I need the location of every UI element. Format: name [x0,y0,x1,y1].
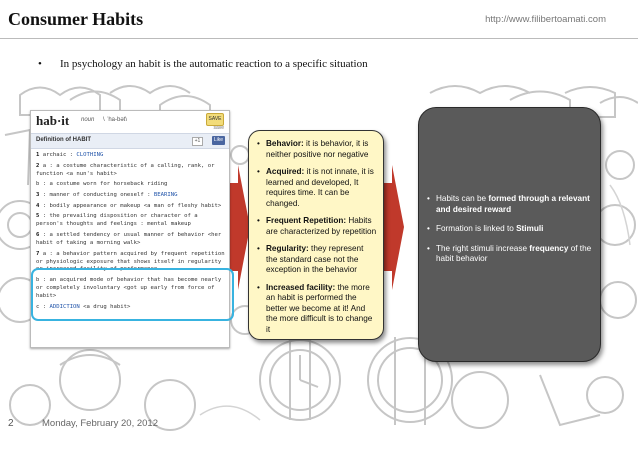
intro-bullet: • In psychology an habit is the automatic reaction to a specific situation [38,58,368,70]
definition-number: 5 [36,213,40,220]
characteristic-text: they represent the standard case not the exception in the behavior [266,244,364,274]
page-number: 2 [8,418,14,429]
title-divider [0,38,638,39]
definition-entry [36,192,225,200]
right-arrow-icon [382,165,404,290]
characteristic-text: it is behavior, it is neither positive nor negative [266,139,369,159]
part-of-speech: noun [81,117,95,123]
characteristic-item [257,244,377,276]
definition-text: a : a behavior pattern acquired by frequent repetition or physiologic exposure that shows itself in regularity or increased facility of performance [36,250,225,273]
pronunciation: \ ˈha-bət\ [103,117,128,123]
definition-number: 4 [36,202,40,209]
definition-entry [36,181,225,189]
synonym-link[interactable]: BEARING [153,192,178,199]
slide-date: Monday, February 20, 2012 [42,418,159,429]
definition-highlight [31,268,234,321]
formation-emphasis: Stimuli [516,224,544,233]
characteristic-text: it is not innate, it is learned and developed, It requires time. It can be changed. [266,167,374,208]
characteristic-label: Frequent Repetition: [266,216,347,225]
save-link: save [213,125,224,131]
definition-bar [31,133,229,149]
definition-number: 1 [36,152,40,158]
definition-text: : a settled tendency or usual manner of behavior <her habit of taking a morning walk> [36,232,222,246]
characteristic-text: the more an habit is performed the better we become at it! And the more difficult is to change it [266,282,373,334]
slide-title: Consumer Habits [8,9,144,29]
habit-characteristics-box [248,130,384,340]
definition-heading: Definition of HABIT [36,137,91,143]
formation-text: Formation is linked to [436,224,517,233]
formation-list [419,108,600,265]
definition-text: b : a costume worn for horseback riding [36,181,168,188]
formation-item [427,224,592,235]
characteristic-label: Regularity: [266,244,309,253]
definition-text: archaic : [39,152,77,158]
definition-entry [36,163,225,179]
save-badge: SAVE [206,113,224,126]
characteristic-item [257,139,377,160]
definition-text: c : [36,303,50,310]
definition-text: : bodily appearance or makeup <a man of fleshy habit> [39,202,222,209]
definition-entry [36,232,225,248]
formation-emphasis: frequency [529,243,569,253]
definition-entry [36,213,225,229]
definition-text: b : an acquired mode of behavior that has become nearly or completely involuntary <got up early from force of habit> [36,277,222,299]
formation-item [427,194,592,215]
characteristic-label: Acquired: [266,167,305,176]
characteristics-list [249,131,383,335]
plus-one-button: +1 [192,137,203,146]
synonym-link[interactable]: CLOTHING [76,152,104,158]
definition-text: a : a costume characteristic of a calling, rank, or function <a nun's habit> [36,162,215,177]
habit-formation-box [418,107,601,362]
characteristic-label: Behavior: [266,139,304,148]
definition-number: 3 [36,192,40,199]
formation-text: The right stimuli increase [436,243,530,253]
definition-number: 7 [36,250,40,257]
characteristic-item [257,216,377,237]
website-url: http://www.filibertoamati.com [485,14,606,25]
definition-text: : manner of conducting oneself : [39,192,154,199]
intro-bullet-text: In psychology an habit is the automatic reaction to a specific situation [60,58,368,70]
definition-number: 6 [36,232,40,239]
characteristic-label: Increased facility: [266,282,336,292]
definition-entry [36,152,225,160]
formation-text: Habits can be [436,194,489,203]
definition-number: 2 [36,162,40,169]
definition-entry [36,203,225,211]
characteristic-text: Habits are characterized by repetition [266,216,377,236]
formation-item [427,244,592,265]
like-button: Like [213,137,223,143]
formation-emphasis: formed through a relevant and desired reward [436,194,590,214]
dictionary-headword: hab·it [36,113,70,128]
dictionary-header [31,111,229,133]
definition-example: <a drug habit> [79,303,131,310]
definition-text: : the prevailing disposition or character of a person's thoughts and feelings : mental makeup [36,213,198,228]
characteristic-item [257,167,377,209]
synonym-link[interactable]: ADDICTION [49,303,80,310]
characteristic-item [257,283,377,336]
formation-text: of the habit behavior [436,243,592,263]
